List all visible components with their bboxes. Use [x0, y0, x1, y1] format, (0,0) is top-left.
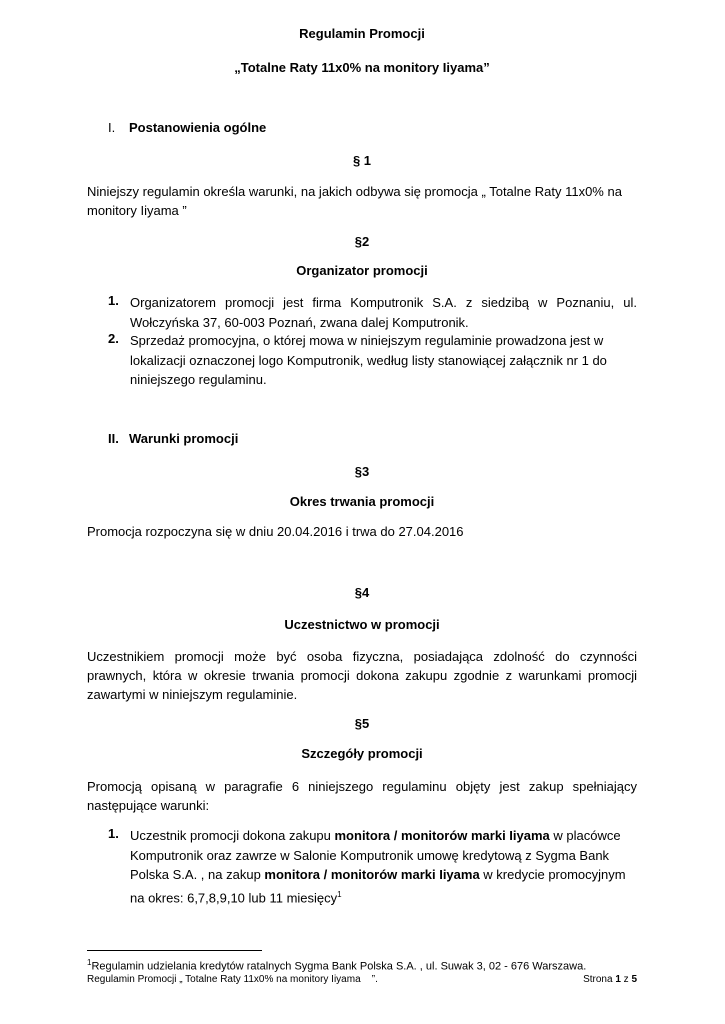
- paragraph-3-symbol: §3: [354, 464, 370, 479]
- paragraph-2-heading: Organizator promocji: [296, 263, 428, 278]
- section-1-number: I.: [108, 120, 116, 135]
- list-item-text: Organizatorem promocji jest firma Komputronik S.A. z siedzibą w Poznaniu, ul. Wołczyńska 37, 60-003 Poznań, zwana dalej Komputronik.: [130, 295, 637, 330]
- footnote-reference: 1: [337, 889, 342, 899]
- paragraph-1-symbol: § 1: [352, 153, 372, 168]
- document-subtitle: „Totalne Raty 11x0% na monitory Iiyama”: [234, 60, 490, 75]
- paragraph-3-heading: Okres trwania promocji: [289, 494, 435, 509]
- paragraph-4-symbol: §4: [354, 585, 370, 600]
- paragraph-5-symbol: §5: [354, 716, 370, 731]
- page-number: Strona 1 z 5: [583, 974, 637, 985]
- paragraph-2-symbol: §2: [354, 234, 370, 249]
- paragraph-1-text: Niniejszy regulamin określa warunki, na jakich odbywa się promocja „ Totalne Raty 11x0% na monitory Iiyama ”: [87, 184, 622, 218]
- paragraph-3-text: Promocja rozpoczyna się w dniu 20.04.2016 i trwa do 27.04.2016: [87, 524, 464, 539]
- section-2-number: II.: [108, 431, 119, 446]
- footnote-separator: [87, 950, 262, 951]
- document-title: Regulamin Promocji: [299, 26, 425, 41]
- footnote: [87, 958, 586, 973]
- paragraph-4-heading: Uczestnictwo w promocji: [284, 617, 440, 632]
- product-emphasis: monitora / monitorów marki Iiyama: [264, 867, 480, 882]
- page-footer: [87, 974, 637, 985]
- section-1-heading: Postanowienia ogólne: [129, 120, 267, 135]
- list-item-number: 1.: [108, 826, 119, 841]
- footnote-mark: 1: [87, 958, 92, 967]
- paragraph-5-text: Promocją opisaną w paragrafie 6 niniejszego regulaminu objęty jest zakup spełniający następujące warunki:: [87, 779, 637, 813]
- paragraph-5-heading: Szczegóły promocji: [301, 746, 423, 761]
- product-emphasis: monitora / monitorów marki Iiyama: [334, 828, 550, 843]
- footer-document-title: Regulamin Promocji „ Totalne Raty 11x0% na monitory Iiyama ”.: [87, 974, 378, 985]
- footnote-text: Regulamin udzielania kredytów ratalnych Sygma Bank Polska S.A. , ul. Suwak 3, 02 - 676 Warszawa.: [91, 960, 587, 973]
- list-item-text: Sprzedaż promocyjna, o której mowa w niniejszym regulaminie prowadzona jest w lokalizacji oznaczonej logo Komputronik, według listy stanowiącej załącznik nr 1 do niniejszego regulaminu.: [130, 333, 607, 387]
- section-2-heading: Warunki promocji: [129, 431, 239, 446]
- list-item-number: 2.: [108, 331, 119, 346]
- paragraph-4-text: Uczestnikiem promocji może być osoba fizyczna, posiadająca zdolność do czynności prawnych, która w okresie trwania promocji dokona zakupu zgodnie z warunkami promocji zawartymi w niniejszym regulaminie.: [87, 649, 637, 702]
- list-item-number: 1.: [108, 293, 119, 308]
- list-item-text: Uczestnik promocji dokona zakupu monitora / monitorów marki Iiyama w placówce Komputronik oraz zawrze w Salonie Komputronik umowę kredytową z Sygma Bank Polska S.A. , na zakup monitora / monitorów marki Iiyama w kredycie promocyjnym na okres: 6,7,8,9,10 lub 11 miesięcy$^1$: [130, 828, 626, 905]
